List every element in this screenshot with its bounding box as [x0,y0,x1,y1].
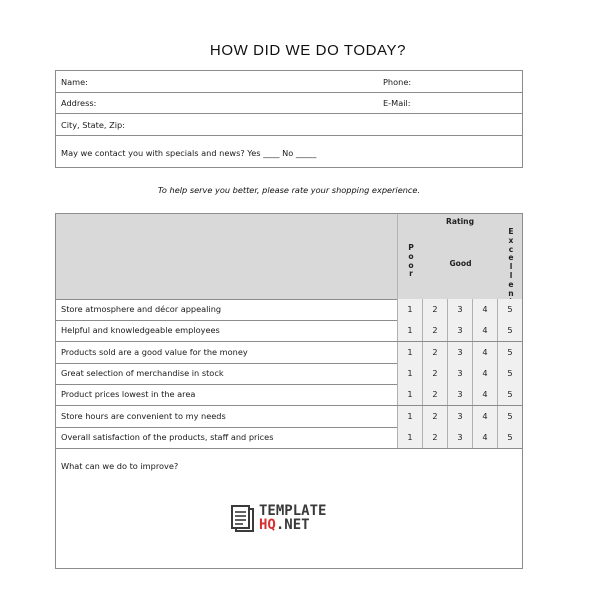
good-header: Good [449,259,472,268]
rating-2[interactable]: 2 [422,427,447,448]
rating-2[interactable]: 2 [422,320,447,341]
rating-5[interactable]: 5 [497,299,522,320]
rating-2[interactable]: 2 [422,384,447,405]
question-row [56,427,522,449]
rating-3[interactable]: 3 [447,299,472,320]
question-row [56,320,522,342]
phone-label[interactable]: Phone: [383,77,412,87]
document-icon [231,505,257,533]
rating-3[interactable]: 3 [447,427,472,448]
address-email-row [56,93,522,114]
question-text: Great selection of merchandise in stock [61,368,224,378]
question-row [56,384,522,406]
rating-3[interactable]: 3 [447,384,472,405]
rating-4[interactable]: 4 [472,299,497,320]
rating-5[interactable]: 5 [497,427,522,448]
rating-1[interactable]: 1 [397,427,422,448]
rating-5[interactable]: 5 [497,384,522,405]
rating-1[interactable]: 1 [397,342,422,363]
poor-header: P o o r [408,243,414,279]
rating-1[interactable]: 1 [397,406,422,427]
rating-3[interactable]: 3 [447,320,472,341]
rating-4[interactable]: 4 [472,342,497,363]
rating-5[interactable]: 5 [497,342,522,363]
city-state-zip-label[interactable]: City, State, Zip: [61,120,125,130]
rating-2[interactable]: 2 [422,363,447,384]
rating-4[interactable]: 4 [472,363,497,384]
question-text: Store hours are convenient to my needs [61,411,226,421]
watermark-suffix: .NET [275,517,310,533]
city-row [56,114,522,136]
rating-header: Rating [445,217,475,226]
rating-4[interactable]: 4 [472,384,497,405]
contact-permission-row [56,136,522,167]
question-row [56,406,522,428]
rating-5[interactable]: 5 [497,363,522,384]
question-row [56,342,522,364]
address-label[interactable]: Address: [61,98,97,108]
rating-4[interactable]: 4 [472,427,497,448]
rating-1[interactable]: 1 [397,363,422,384]
rating-3[interactable]: 3 [447,406,472,427]
rating-1[interactable]: 1 [397,299,422,320]
question-text: Product prices lowest in the area [61,389,196,399]
name-label[interactable]: Name: [61,77,88,87]
rating-3[interactable]: 3 [447,363,472,384]
rating-4[interactable]: 4 [472,406,497,427]
name-phone-row [56,71,522,93]
question-text: Helpful and knowledgeable employees [61,325,220,335]
question-row [56,363,522,385]
survey-instructions: To help serve you better, please rate your shopping experience. [157,185,421,195]
rating-1[interactable]: 1 [397,384,422,405]
rating-2[interactable]: 2 [422,299,447,320]
contact-permission-question[interactable]: May we contact you with specials and news? Yes ____ No _____ [61,148,317,158]
rating-table-header [56,214,522,300]
watermark-accent: HQ [259,517,276,533]
watermark-line2 [259,518,310,532]
contact-info-table [55,70,523,168]
rating-4[interactable]: 4 [472,320,497,341]
question-text: Products sold are a good value for the money [61,347,248,357]
email-label[interactable]: E-Mail: [383,98,411,108]
rating-5[interactable]: 5 [497,406,522,427]
excellent-header: E x c e l l e n [508,227,514,298]
rating-2[interactable]: 2 [422,406,447,427]
watermark-logo [231,504,346,534]
watermark-line1: TEMPLATE [259,503,327,519]
rating-3[interactable]: 3 [447,342,472,363]
rating-5[interactable]: 5 [497,320,522,341]
header-divider [397,214,398,299]
question-text: Overall satisfaction of the products, staff and prices [61,432,274,442]
form-title: HOW DID WE DO TODAY? [209,42,407,59]
rating-2[interactable]: 2 [422,342,447,363]
rating-1[interactable]: 1 [397,320,422,341]
question-text: Store atmosphere and décor appealing [61,304,222,314]
improve-prompt: What can we do to improve? [61,461,179,471]
question-row [56,299,522,321]
